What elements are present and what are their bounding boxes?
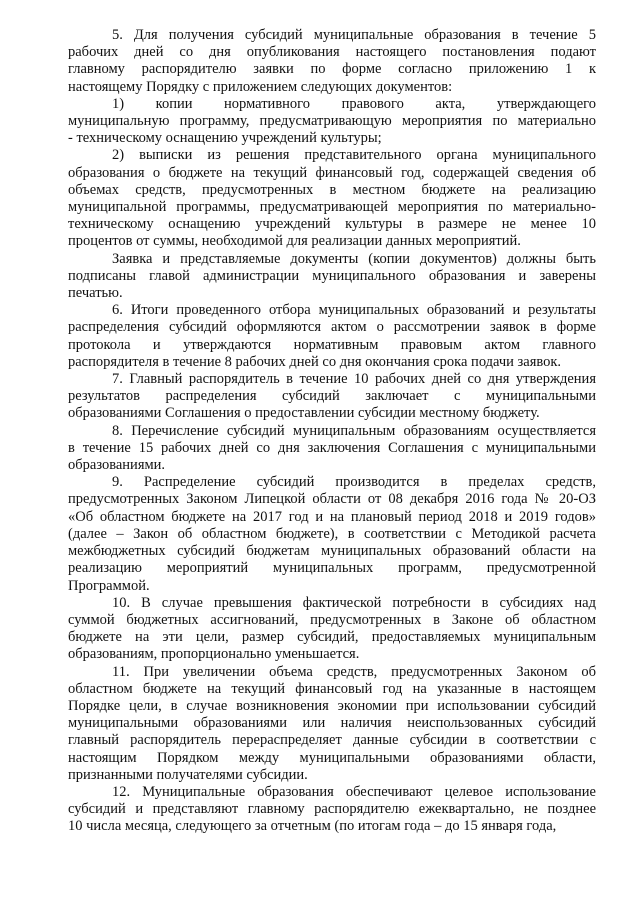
paragraph-p7 <box>68 371 596 423</box>
text-line: результатов распределения субсидий заключает с муниципальными <box>68 388 596 405</box>
text-line: процентов от суммы, необходимой для реализации данных мероприятий. <box>68 233 521 250</box>
text-line: субсидий и представляют главному распорядителю ежеквартально, не позднее <box>68 801 596 818</box>
paragraph-p6 <box>68 302 596 371</box>
text-line: муниципальной программы, предусматривающей мероприятия по материально- <box>68 199 596 216</box>
paragraph-p5-3 <box>68 251 596 303</box>
text-line: 11. При увеличении объема средств, предусмотренных Законом об <box>112 663 596 680</box>
text-line: главный распорядитель перераспределяет данные субсидии в соответствии с <box>68 732 596 749</box>
text-line: признанными получателями субсидии. <box>68 766 308 783</box>
text-line: объемах средств, предусмотренных в местном бюджете на реализацию <box>68 181 596 198</box>
text-line: образованиями. <box>68 457 166 474</box>
text-line: (далее – Закон об областном бюджете), в соответствии с Методикой расчета <box>68 525 596 542</box>
text-line: «Об областном бюджете на 2017 год и на плановый период 2018 и 2019 годов» <box>68 508 596 525</box>
paragraph-p12 <box>68 784 596 836</box>
text-line: протокола и утверждаются нормативным правовым актом главного <box>68 336 596 353</box>
text-line: 9. Распределение субсидий производится в пределах средств, <box>112 474 596 491</box>
text-line: Заявка и представляемые документы (копии документов) должны быть <box>112 250 596 267</box>
text-line: 1) копии нормативного правового акта, утверждающего <box>112 95 596 112</box>
text-line: Порядке цели, в случае возникновения экономии при использовании субсидий <box>68 697 596 714</box>
text-line: образованиями Соглашения о предоставлении субсидии местному бюджету. <box>68 405 540 422</box>
text-line: образованиям, пропорционально уменьшается. <box>68 646 360 663</box>
text-line: настоящим Порядком между муниципальными образованиями области, <box>68 749 596 766</box>
text-line: - техническому оснащению учреждений культуры; <box>68 130 382 147</box>
text-line: распорядителя в течение 8 рабочих дней со дня окончания срока подачи заявок. <box>68 353 562 370</box>
text-line: 2) выписки из решения представительного органа муниципального <box>112 147 596 164</box>
text-line: областном бюджете на текущий финансовый год на указанные в настоящем <box>68 680 596 697</box>
text-line: 12. Муниципальные образования обеспечивают целевое использование <box>112 783 596 800</box>
text-line: суммой бюджетных ассигнований, предусмотренных в Законе об областном <box>68 611 596 628</box>
paragraph-p8 <box>68 423 596 475</box>
text-line: муниципальную программу, предусматривающую мероприятия по материально <box>68 113 596 130</box>
text-line: межбюджетных субсидий бюджетам муниципальных образований области на <box>68 543 596 560</box>
text-line: 8. Перечисление субсидий муниципальным образованиям осуществляется <box>112 422 596 439</box>
paragraph-p5 <box>68 27 596 96</box>
text-line: печатью. <box>68 285 123 302</box>
text-line: муниципальными образованиями или наличия неиспользованных субсидий <box>68 715 596 732</box>
paragraph-p9 <box>68 474 596 594</box>
text-line: 6. Итоги проведенного отбора муниципальных образований и результаты <box>112 302 596 319</box>
text-line: 10. В случае превышения фактической потребности в субсидиях над <box>112 594 596 611</box>
text-line: образования о бюджете на текущий финансовый год, содержащей сведения об <box>68 164 596 181</box>
text-line: в течение 15 рабочих дней со дня заключения Соглашения с муниципальными <box>68 439 596 456</box>
text-line: техническому оснащению учреждений культуры в размере не менее 10 <box>68 216 596 233</box>
text-line: настоящему Порядку с приложением следующих документов: <box>68 78 453 95</box>
text-line: предусмотренных Законом Липецкой области от 08 декабря 2016 года № 20-ОЗ <box>68 491 596 508</box>
text-line: 10 числа месяца, следующего за отчетным (по итогам года – до 15 января года, <box>68 818 557 835</box>
text-line: 5. Для получения субсидий муниципальные образования в течение 5 <box>112 27 596 43</box>
text-line: подписаны главой администрации муниципального образования и заверены <box>68 267 596 284</box>
paragraph-p10 <box>68 595 596 664</box>
text-line: реализацию мероприятий муниципальных программ, предусмотренной <box>68 560 596 577</box>
paragraph-p5-2 <box>68 147 596 250</box>
text-line: распределения субсидий оформляются актом о рассмотрении заявок в форме <box>68 319 596 336</box>
text-line: бюджете на эти цели, размер субсидий, предоставляемых муниципальным <box>68 629 596 646</box>
text-line: рабочих дней со дня опубликования настоящего постановления подают <box>68 44 596 61</box>
text-line: главному распорядителю заявки по форме согласно приложению 1 к <box>68 61 596 78</box>
text-line: 7. Главный распорядитель в течение 10 рабочих дней со дня утверждения <box>112 371 596 388</box>
text-line: Программой. <box>68 577 150 594</box>
paragraph-p11 <box>68 664 596 784</box>
paragraph-p5-1 <box>68 96 596 148</box>
